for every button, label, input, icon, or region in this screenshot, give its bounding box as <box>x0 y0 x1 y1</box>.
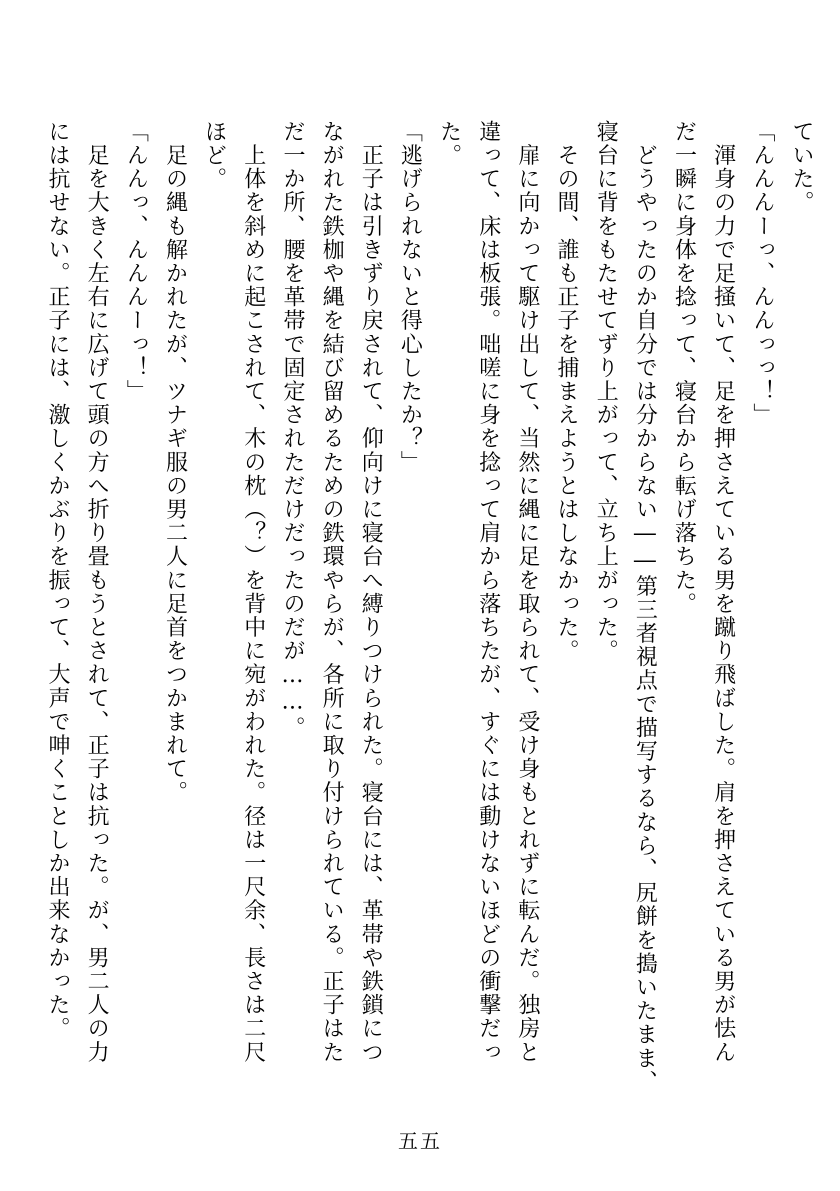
text-line: には抗せない。正子には、激しくかぶりを振って、大声で呻くことしか出来なかった。 <box>45 120 70 1041</box>
text-line: 「んんっ、んんんーっ！」 <box>123 120 149 404</box>
text-line: ていた。 <box>788 120 814 215</box>
text-line: ながれた鉄枷や縄を結び留めるための鉄環やらが、各所に取り付けられている。正子はた <box>319 120 345 1064</box>
text-line: 渾身の力で足掻いて、足を押さえている男を蹴り飛ばした。肩を押さえている男が怯ん <box>710 120 736 1064</box>
text-line: 正子は引きずり戻されて、仰向けに寝台へ縛りつけられた。寝台には、革帯や鉄鎖につ <box>358 120 384 1064</box>
text-line: 「んんんーっ、んんっっ！」 <box>749 120 775 427</box>
text-line: だ一か所、腰を革帯で固定されただけだったのだが……。 <box>279 120 305 740</box>
page-number: 五五 <box>398 1129 442 1153</box>
text-line: 足を大きく左右に広げて頭の方へ折り畳もうとされて、正子は抗った。が、男二人の力 <box>84 120 110 1064</box>
vertical-text-body <box>44 120 814 1094</box>
text-line: た。 <box>436 120 462 168</box>
text-line: ほど。 <box>201 120 227 191</box>
text-line: 足の縄も解かれたが、ツナギ服の男二人に足首をつかまれて。 <box>162 120 188 805</box>
text-line: 扉に向かって駆け出して、当然に縄に足を取られて、受け身もとれずに転んだ。独房と <box>514 120 540 1064</box>
text-line: 上体を斜めに起こされて、木の枕（？）を背中に宛がわれた。径は一尺余、長さは二尺 <box>240 120 266 1064</box>
text-line: だ一瞬に身体を捻って、寝台から転げ落ちた。 <box>671 120 697 616</box>
text-line: 寝台に背をもたせてずり上がって、立ち上がった。 <box>593 120 619 663</box>
text-line: その間、誰も正子を捕まえようとはしなかった。 <box>554 120 580 663</box>
text-line: 「逃げられないと得心したか？」 <box>397 120 423 474</box>
text-line: 違って、床は板張。咄嗟に身を捻って肩から落ちたが、すぐには動けないほどの衝撃だっ <box>475 120 501 1064</box>
text-line: どうやったのか自分では分からない――第三者視点で描写するなら、尻餅を搗いたまま、 <box>632 120 658 1094</box>
